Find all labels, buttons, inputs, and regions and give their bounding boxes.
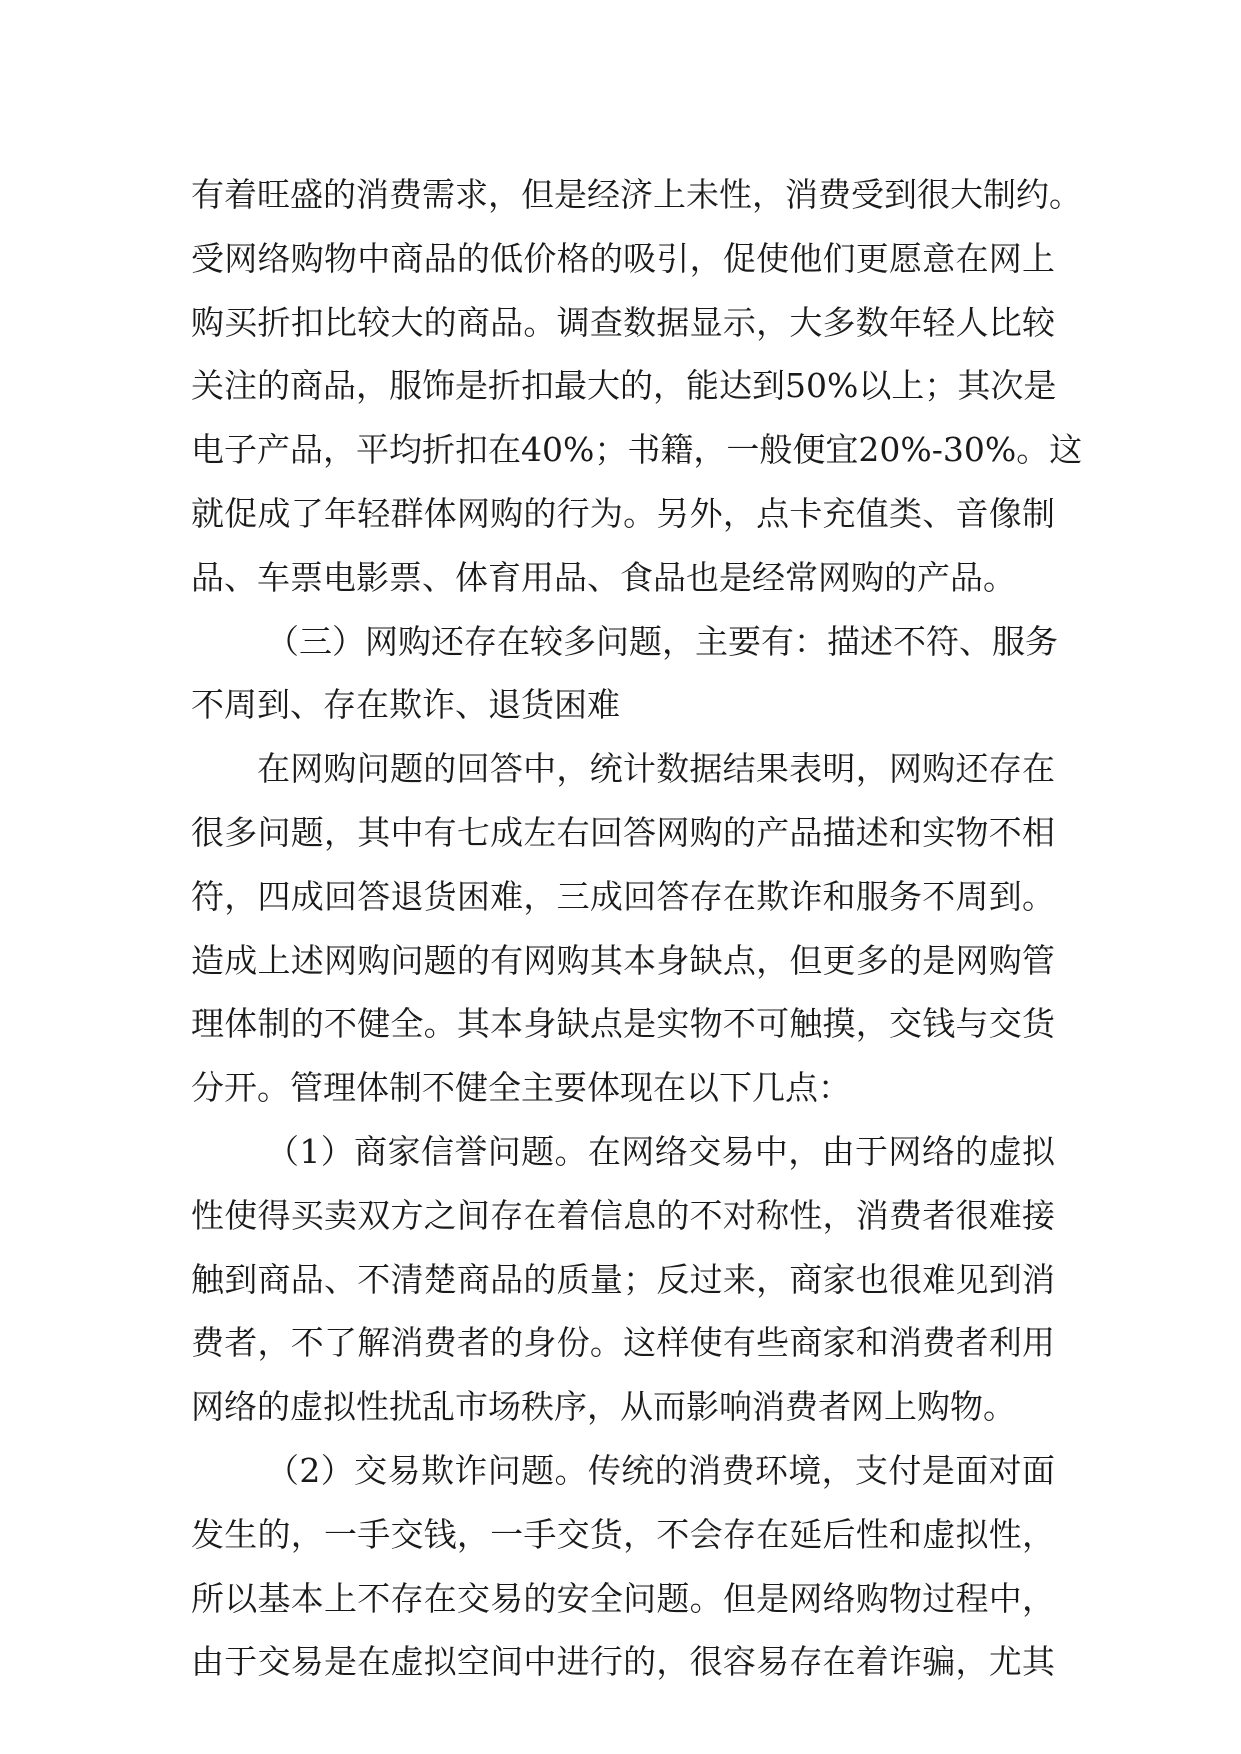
text-line: 发生的，一手交钱，一手交货，不会存在延后性和虚拟性， [191,1514,1055,1554]
heading-line: 不周到、存在欺诈、退货困难 [191,685,620,725]
paragraph-merchant-credibility [191,1120,1055,1439]
text-line: 电子产品，平均折扣在40%；书籍，一般便宜20%-30%。这 [191,430,1083,470]
text-line: 造成上述网购问题的有网购其本身缺点，但更多的是网购管 [191,940,1055,980]
text-line: 就促成了年轻群体网购的行为。另外，点卡充值类、音像制 [191,493,1055,533]
section-heading-3 [191,610,1058,738]
heading-line: （三）网购还存在较多问题，主要有：描述不符、服务 [266,621,1058,661]
text-line: 受网络购物中商品的低价格的吸引，促使他们更愿意在网上 [191,238,1055,278]
text-line: 理体制的不健全。其本身缺点是实物不可触摸，交钱与交货 [191,1004,1055,1044]
text-line: 触到商品、不清楚商品的质量；反过来，商家也很难见到消 [191,1259,1055,1299]
text-line: 关注的商品，服饰是折扣最大的，能达到50%以上；其次是 [191,366,1057,406]
text-line: 有着旺盛的消费需求，但是经济上未性，消费受到很大制约。 [191,175,1082,214]
text-line: 分开。管理体制不健全主要体现在以下几点： [191,1068,851,1108]
text-line: 费者，不了解消费者的身份。这样使有些商家和消费者利用 [191,1323,1055,1363]
text-line: （1）商家信誉问题。在网络交易中，由于网络的虚拟 [266,1131,1055,1171]
text-line: 性使得买卖双方之间存在着信息的不对称性，消费者很难接 [191,1195,1055,1235]
paragraph-consumer-demand [191,163,1083,610]
text-line: （2）交易欺诈问题。传统的消费环境，支付是面对面 [266,1450,1055,1490]
text-line: 由于交易是在虚拟空间中进行的，很容易存在着诈骗，尤其 [191,1642,1055,1682]
paragraph-transaction-fraud [191,1439,1055,1694]
paragraph-online-shopping-problems [191,737,1055,1120]
text-line: 品、车票电影票、体育用品、食品也是经常网购的产品。 [191,557,1016,597]
text-line: 所以基本上不存在交易的安全问题。但是网络购物过程中， [191,1578,1055,1618]
text-line: 很多问题，其中有七成左右回答网购的产品描述和实物不相 [191,812,1055,852]
document-body [191,163,1083,1694]
text-line: 符，四成回答退货困难，三成回答存在欺诈和服务不周到。 [191,876,1055,916]
text-line: 网络的虚拟性扰乱市场秩序，从而影响消费者网上购物。 [191,1387,1016,1427]
text-line: 在网购问题的回答中，统计数据结果表明，网购还存在 [257,749,1055,789]
text-line: 购买折扣比较大的商品。调查数据显示，大多数年轻人比较 [191,302,1055,342]
